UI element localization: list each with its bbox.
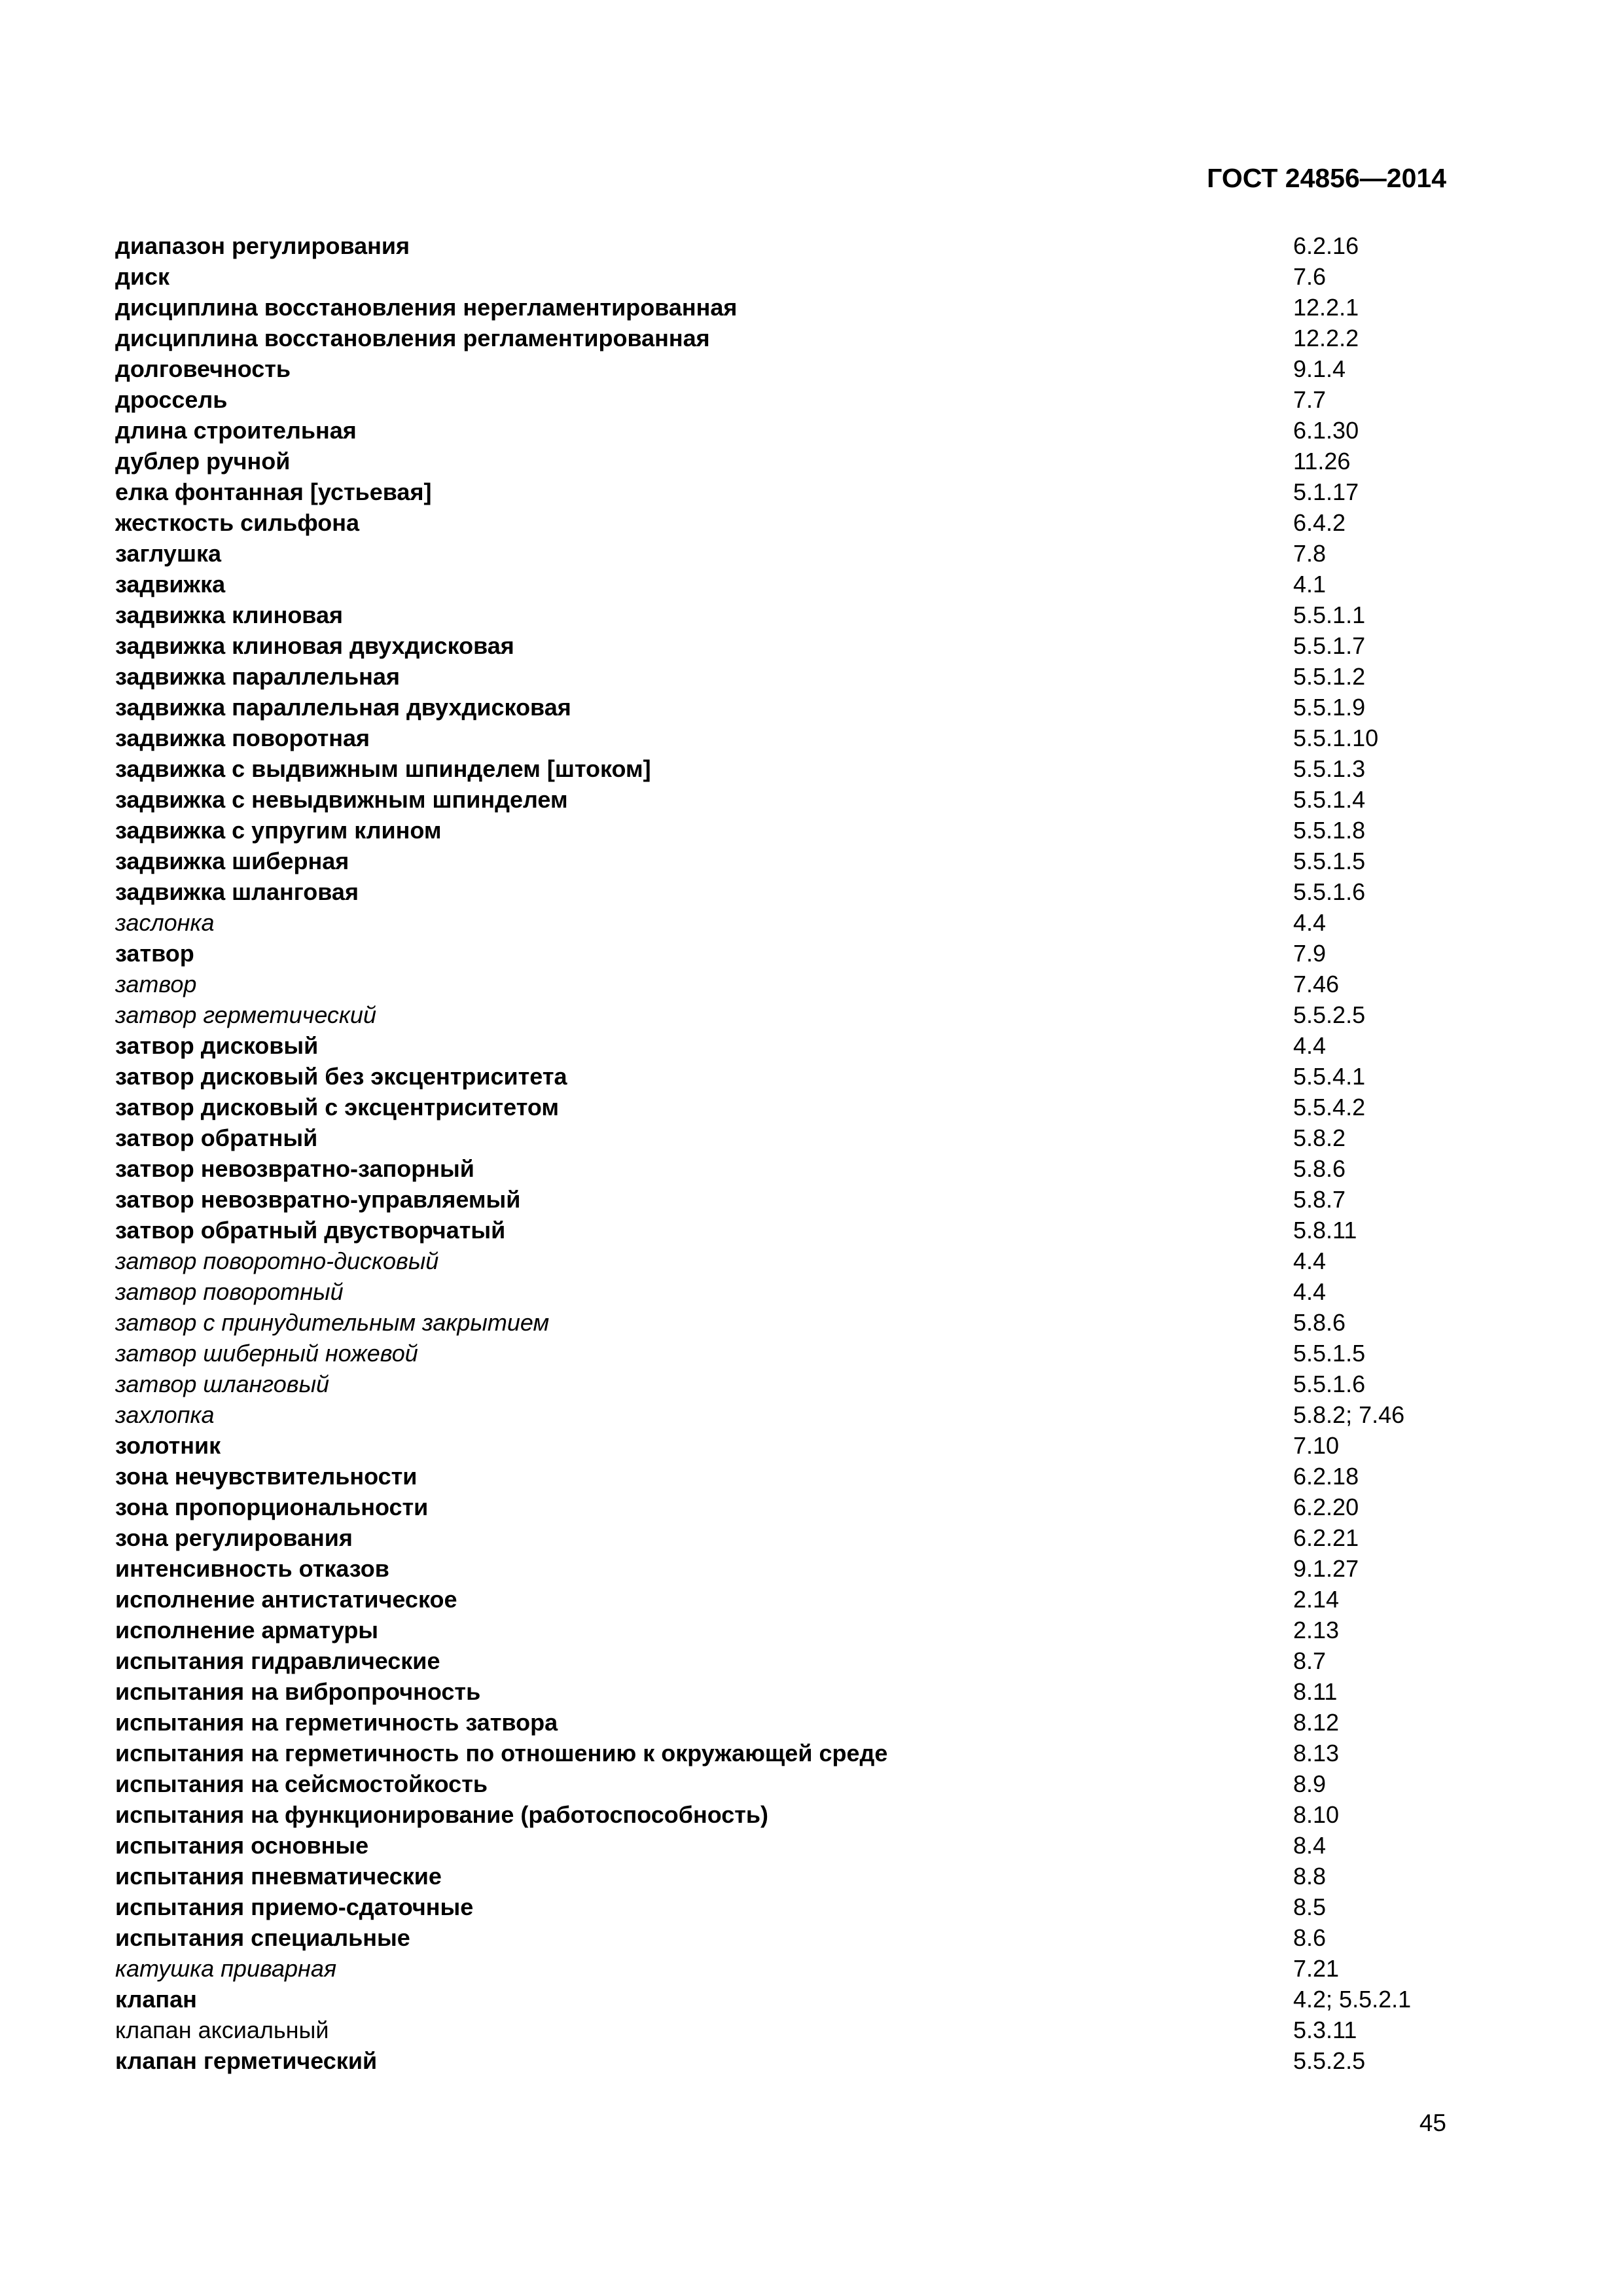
index-reference: 5.5.1.1 — [1293, 601, 1366, 628]
index-reference: 12.2.2 — [1293, 325, 1359, 351]
index-term: клапан аксиальный — [115, 2017, 329, 2043]
index-reference: 7.10 — [1293, 1432, 1340, 1459]
index-term: затвор дисковый с эксцентриситетом — [115, 1094, 560, 1121]
index-term: затвор — [115, 971, 197, 997]
index-term: зона нечувствительности — [115, 1463, 418, 1490]
index-reference: 7.7 — [1293, 386, 1327, 413]
index-entry — [115, 1892, 1446, 1922]
index-term: испытания специальные — [115, 1924, 410, 1951]
index-term: интенсивность отказов — [115, 1555, 389, 1582]
index-entry — [115, 1153, 1446, 1184]
index-reference: 11.26 — [1293, 448, 1351, 475]
index-entry — [115, 292, 1446, 323]
index-entry — [115, 1707, 1446, 1738]
index-reference: 8.11 — [1293, 1678, 1338, 1705]
index-reference: 5.5.1.5 — [1293, 1340, 1366, 1367]
index-term: затвор дисковый без эксцентриситета — [115, 1063, 567, 1090]
index-reference: 5.5.1.3 — [1293, 755, 1366, 782]
index-entry — [115, 1953, 1446, 1984]
index-term: затвор с принудительным закрытием — [115, 1309, 550, 1336]
index-reference: 5.5.1.9 — [1293, 694, 1366, 721]
index-term: задвижка — [115, 571, 226, 598]
index-term: затвор герметический — [115, 1001, 376, 1028]
index-term: затвор обратный — [115, 1124, 318, 1151]
index-reference: 4.4 — [1293, 1278, 1327, 1305]
index-entry — [115, 1246, 1446, 1276]
index-reference: 5.5.1.8 — [1293, 817, 1366, 844]
index-term: захлопка — [115, 1401, 215, 1428]
index-entry — [115, 538, 1446, 569]
index-reference: 5.8.2; 7.46 — [1293, 1401, 1405, 1428]
index-term: испытания пневматические — [115, 1863, 442, 1890]
index-term: затвор невозвратно-запорный — [115, 1155, 474, 1182]
index-entry — [115, 1676, 1446, 1707]
index-reference: 5.8.2 — [1293, 1124, 1346, 1151]
index-reference: 7.46 — [1293, 971, 1340, 997]
index-term: дублер ручной — [115, 448, 291, 475]
index-entry — [115, 938, 1446, 969]
index-reference: 5.5.2.5 — [1293, 1001, 1366, 1028]
index-entry — [115, 1307, 1446, 1338]
index-reference: 4.2; 5.5.2.1 — [1293, 1986, 1412, 2013]
index-entry — [115, 753, 1446, 784]
index-term: диапазон регулирования — [115, 232, 410, 259]
index-term: дроссель — [115, 386, 228, 413]
index-term: задвижка шланговая — [115, 878, 359, 905]
index-term: диск — [115, 263, 170, 290]
index-reference: 5.1.17 — [1293, 478, 1359, 505]
index-reference: 2.14 — [1293, 1586, 1340, 1613]
index-reference: 5.5.1.7 — [1293, 632, 1366, 659]
index-reference: 7.6 — [1293, 263, 1327, 290]
index-reference: 7.21 — [1293, 1955, 1340, 1982]
index-reference: 12.2.1 — [1293, 294, 1359, 321]
index-entry — [115, 969, 1446, 999]
index-reference: 9.1.27 — [1293, 1555, 1359, 1582]
index-term: испытания основные — [115, 1832, 369, 1859]
index-entry — [115, 261, 1446, 292]
index-entry — [115, 2015, 1446, 2045]
index-term: катушка приварная — [115, 1955, 337, 1982]
page-number: 45 — [1419, 2109, 1446, 2136]
index-reference: 8.5 — [1293, 1893, 1327, 1920]
index-entry — [115, 1122, 1446, 1153]
index-entry — [115, 1061, 1446, 1092]
index-term: испытания на функционирование (работоспособность) — [115, 1801, 768, 1828]
index-entry — [115, 384, 1446, 415]
index-entry — [115, 230, 1446, 261]
index-reference: 5.5.1.6 — [1293, 1371, 1366, 1397]
index-reference: 4.4 — [1293, 1247, 1327, 1274]
index-entry — [115, 876, 1446, 907]
index-term: задвижка параллельная двухдисковая — [115, 694, 571, 721]
index-term: испытания гидравлические — [115, 1647, 440, 1674]
index-entry — [115, 507, 1446, 538]
index-entry — [115, 1399, 1446, 1430]
index-term: задвижка с выдвижным шпинделем [штоком] — [115, 755, 651, 782]
index-reference: 4.4 — [1293, 1032, 1327, 1059]
index-entry — [115, 1369, 1446, 1399]
index-term: затвор дисковый — [115, 1032, 319, 1059]
index-term: затвор — [115, 940, 194, 967]
index-reference: 8.13 — [1293, 1740, 1340, 1767]
index-term: дисциплина восстановления регламентированная — [115, 325, 710, 351]
index-reference: 5.5.2.5 — [1293, 2047, 1366, 2074]
index-term: елка фонтанная [устьевая] — [115, 478, 432, 505]
index-entry — [115, 1522, 1446, 1553]
index-term: исполнение антистатическое — [115, 1586, 457, 1613]
index-reference: 5.5.4.2 — [1293, 1094, 1366, 1121]
document-header: ГОСТ 24856—2014 — [1207, 163, 1446, 193]
index-entry — [115, 353, 1446, 384]
index-entry — [115, 1092, 1446, 1122]
index-term: затвор невозвратно-управляемый — [115, 1186, 521, 1213]
index-term: задвижка поворотная — [115, 725, 370, 751]
index-reference: 6.2.16 — [1293, 232, 1359, 259]
index-entry — [115, 415, 1446, 446]
index-entry — [115, 1738, 1446, 1768]
index-term: задвижка с невыдвижным шпинделем — [115, 786, 568, 813]
index-reference: 5.5.1.10 — [1293, 725, 1379, 751]
index-term: задвижка с упругим клином — [115, 817, 442, 844]
index-term: зона регулирования — [115, 1524, 353, 1551]
index-reference: 5.8.6 — [1293, 1155, 1346, 1182]
index-reference: 6.2.18 — [1293, 1463, 1359, 1490]
index-reference: 4.1 — [1293, 571, 1327, 598]
index-entry — [115, 476, 1446, 507]
index-entry — [115, 1861, 1446, 1892]
index-entry — [115, 1430, 1446, 1461]
index-entry — [115, 1584, 1446, 1615]
index-reference: 8.12 — [1293, 1709, 1340, 1736]
index-entry — [115, 661, 1446, 692]
index-reference: 5.5.1.2 — [1293, 663, 1366, 690]
index-reference: 6.2.21 — [1293, 1524, 1359, 1551]
index-term: затвор поворотно-дисковый — [115, 1247, 439, 1274]
index-term: испытания на герметичность затвора — [115, 1709, 558, 1736]
index-entry — [115, 1615, 1446, 1645]
index-entry — [115, 630, 1446, 661]
index-reference: 7.8 — [1293, 540, 1327, 567]
index-reference: 6.4.2 — [1293, 509, 1346, 536]
index-reference: 8.9 — [1293, 1770, 1327, 1797]
index-term: жесткость сильфона — [115, 509, 360, 536]
index-entry — [115, 1830, 1446, 1861]
index-term: исполнение арматуры — [115, 1617, 379, 1643]
index-entry — [115, 569, 1446, 600]
index-entry — [115, 1184, 1446, 1215]
index-reference: 4.4 — [1293, 909, 1327, 936]
index-term: затвор обратный двустворчатый — [115, 1217, 506, 1244]
index-reference: 6.2.20 — [1293, 1494, 1359, 1520]
index-reference: 5.5.4.1 — [1293, 1063, 1366, 1090]
index-entry — [115, 846, 1446, 876]
index-entry — [115, 784, 1446, 815]
index-entry — [115, 1768, 1446, 1799]
index-entry — [115, 1492, 1446, 1522]
index-term: испытания на сейсмостойкость — [115, 1770, 488, 1797]
index-term: долговечность — [115, 355, 291, 382]
index-entry — [115, 1338, 1446, 1369]
index-term: заслонка — [115, 909, 215, 936]
index-entry — [115, 907, 1446, 938]
index-entry — [115, 723, 1446, 753]
index-reference: 9.1.4 — [1293, 355, 1346, 382]
index-entry — [115, 446, 1446, 476]
index-term: дисциплина восстановления нерегламентированная — [115, 294, 738, 321]
index-entry — [115, 2045, 1446, 2076]
index-term: задвижка клиновая двухдисковая — [115, 632, 514, 659]
index-reference: 5.5.1.5 — [1293, 848, 1366, 874]
index-reference: 5.5.1.6 — [1293, 878, 1366, 905]
index-reference: 8.7 — [1293, 1647, 1327, 1674]
index-term: затвор шланговый — [115, 1371, 330, 1397]
index-entry — [115, 999, 1446, 1030]
index-reference: 2.13 — [1293, 1617, 1340, 1643]
index-reference: 8.10 — [1293, 1801, 1340, 1828]
index-entry — [115, 1645, 1446, 1676]
index-entry — [115, 600, 1446, 630]
index-reference: 5.8.11 — [1293, 1217, 1357, 1244]
index-term: затвор поворотный — [115, 1278, 344, 1305]
index-reference: 6.1.30 — [1293, 417, 1359, 444]
index-term: задвижка шиберная — [115, 848, 349, 874]
index-term: клапан — [115, 1986, 197, 2013]
index-entry — [115, 1922, 1446, 1953]
index-entry — [115, 323, 1446, 353]
index-entry — [115, 1461, 1446, 1492]
index-entry — [115, 1276, 1446, 1307]
index-term: задвижка параллельная — [115, 663, 400, 690]
index-reference: 5.3.11 — [1293, 2017, 1357, 2043]
index-entry — [115, 1799, 1446, 1830]
index-term: испытания на вибропрочность — [115, 1678, 481, 1705]
index-term: испытания на герметичность по отношению к окружающей среде — [115, 1740, 888, 1767]
index-entry — [115, 692, 1446, 723]
index-entry — [115, 815, 1446, 846]
index-term: золотник — [115, 1432, 221, 1459]
index-entry — [115, 1030, 1446, 1061]
index-reference: 7.9 — [1293, 940, 1327, 967]
index-entry — [115, 1984, 1446, 2015]
index-reference: 5.8.6 — [1293, 1309, 1346, 1336]
index-entry — [115, 1215, 1446, 1246]
index-term: задвижка клиновая — [115, 601, 343, 628]
index-reference: 5.5.1.4 — [1293, 786, 1366, 813]
index-term: клапан герметический — [115, 2047, 378, 2074]
index-term: длина строительная — [115, 417, 357, 444]
index-reference: 5.8.7 — [1293, 1186, 1346, 1213]
index-reference: 8.8 — [1293, 1863, 1327, 1890]
index-term: зона пропорциональности — [115, 1494, 429, 1520]
index-term: затвор шиберный ножевой — [115, 1340, 418, 1367]
index-reference: 8.6 — [1293, 1924, 1327, 1951]
alphabetical-index — [115, 230, 1446, 2076]
index-reference: 8.4 — [1293, 1832, 1327, 1859]
index-term: заглушка — [115, 540, 221, 567]
index-term: испытания приемо-сдаточные — [115, 1893, 474, 1920]
index-entry — [115, 1553, 1446, 1584]
